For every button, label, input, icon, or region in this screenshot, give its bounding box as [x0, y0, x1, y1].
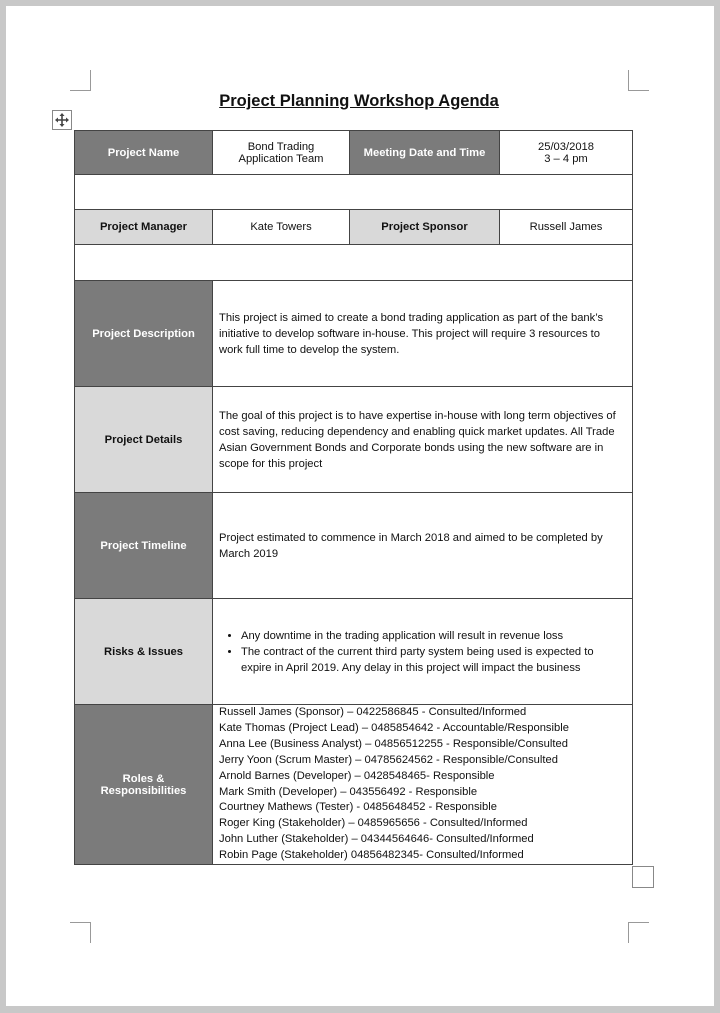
margin-corner-bottom-left — [70, 922, 91, 943]
project-manager-value[interactable]: Kate Towers — [213, 210, 350, 245]
role-entry: Kate Thomas (Project Lead) – 0485854642 - Accountable/Responsible — [219, 721, 569, 734]
project-details-label: Project Details — [75, 387, 213, 493]
table-row-details — [75, 387, 633, 493]
margin-corner-top-right — [628, 70, 649, 91]
risk-item: • The contract of the current third party system being used is expected to expire in April 2019. Any delay in this project will impact the business — [241, 644, 626, 676]
table-row-timeline — [75, 493, 633, 599]
roles-label-line: Responsibilities — [100, 784, 187, 797]
project-name-label: Project Name — [75, 131, 213, 175]
table-move-handle[interactable] — [52, 110, 72, 130]
project-sponsor-value[interactable]: Russell James — [500, 210, 633, 245]
role-entry: Robin Page (Stakeholder) 04856482345- Consulted/Informed — [219, 849, 524, 862]
project-manager-label: Project Manager — [75, 210, 213, 245]
table-spacer-row — [75, 245, 633, 281]
page-title: Project Planning Workshop Agenda — [219, 92, 499, 110]
margin-corner-top-left — [70, 70, 91, 91]
roles-label-line: Roles & — [122, 772, 165, 785]
meeting-date: 25/03/2018 — [538, 140, 594, 153]
project-name-line: Application Team — [238, 152, 324, 165]
risks-issues-label: Risks & Issues — [75, 599, 213, 705]
role-entry: Russell James (Sponsor) – 0422586845 - Consulted/Informed — [219, 706, 527, 718]
role-entry: Jerry Yoon (Scrum Master) – 04785624562 - Responsible/Consulted — [219, 753, 558, 766]
agenda-table — [74, 130, 633, 865]
project-details-text[interactable]: The goal of this project is to have expertise in-house with long term objectives of cost saving, reducing dependency and enabling quick market updates. All Trade Asian Government Bonds and Corporate bonds using the new software are in scope for this project — [213, 387, 633, 493]
role-entry: Anna Lee (Business Analyst) – 04856512255 - Responsible/Consulted — [219, 737, 568, 750]
table-row-manager — [75, 210, 633, 245]
meeting-date-label: Meeting Date and Time — [350, 131, 500, 175]
project-timeline-label: Project Timeline — [75, 493, 213, 599]
project-timeline-text[interactable]: Project estimated to commence in March 2018 and aimed to be completed by March 2019 — [213, 493, 633, 599]
table-row-roles — [75, 705, 633, 865]
project-sponsor-label: Project Sponsor — [350, 210, 500, 245]
table-row-risks — [75, 599, 633, 705]
table-row-project-name — [75, 131, 633, 175]
table-spacer-row — [75, 175, 633, 210]
role-entry: Roger King (Stakeholder) – 0485965656 - Consulted/Informed — [219, 817, 528, 830]
role-entry: Mark Smith (Developer) – 043556492 - Responsible — [219, 785, 478, 798]
table-row-description — [75, 281, 633, 387]
table-resize-handle[interactable] — [632, 866, 654, 888]
spacer-cell[interactable] — [75, 175, 633, 210]
roles-list-cell[interactable] — [213, 705, 633, 865]
margin-corner-bottom-right — [628, 922, 649, 943]
spacer-cell[interactable] — [75, 245, 633, 281]
project-description-text[interactable]: This project is aimed to create a bond trading application as part of the bank’s initiative to develop software in-house. This project will require 3 resources to work full time to develop the system. — [213, 281, 633, 387]
document-page — [6, 6, 714, 1006]
project-description-label: Project Description — [75, 281, 213, 387]
role-entry: John Luther (Stakeholder) – 04344564646- Consulted/Informed — [219, 833, 534, 846]
role-entry: Courtney Mathews (Tester) - 0485648452 - Responsible — [219, 801, 497, 814]
role-entry: Arnold Barnes (Developer) – 0428548465- Responsible — [219, 769, 495, 782]
risks-list — [219, 628, 626, 676]
move-arrows-icon — [55, 113, 69, 127]
project-name-value[interactable] — [213, 131, 350, 175]
meeting-time: 3 – 4 pm — [544, 152, 588, 165]
project-name-line: Bond Trading — [247, 140, 315, 153]
risk-item: • Any downtime in the trading application will result in revenue loss — [241, 628, 626, 644]
risks-issues-cell[interactable] — [213, 599, 633, 705]
meeting-date-value[interactable] — [500, 131, 633, 175]
roles-responsibilities-label — [75, 705, 213, 865]
